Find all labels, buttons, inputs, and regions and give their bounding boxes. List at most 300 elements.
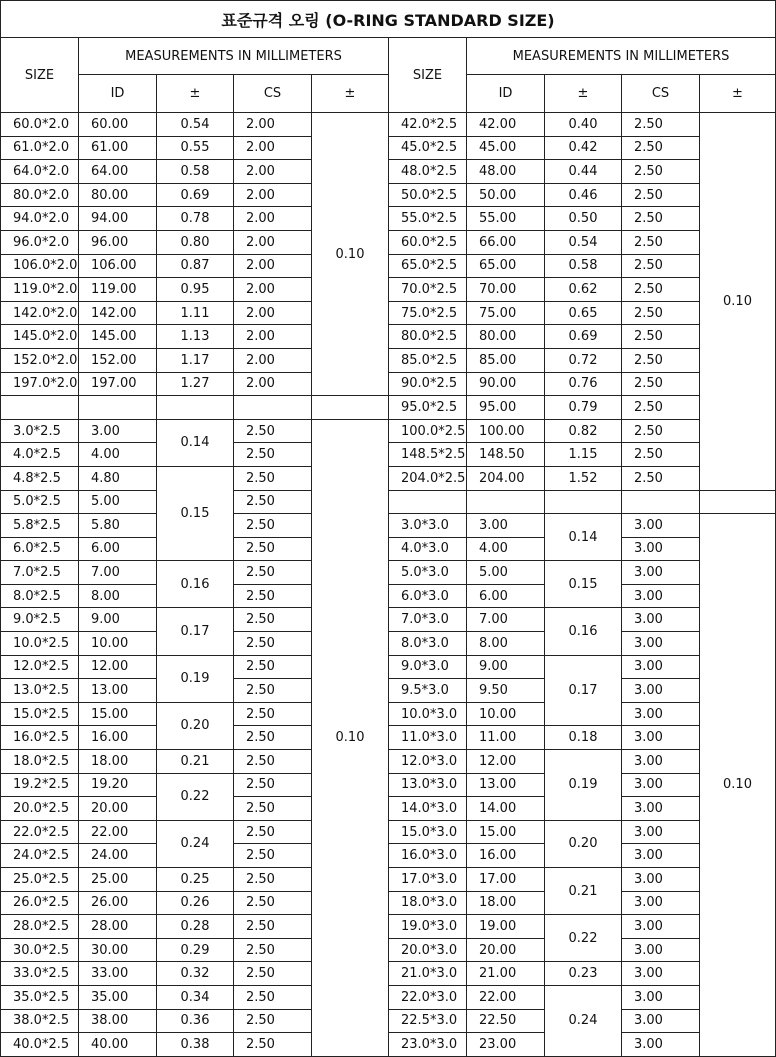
left-id: 3.00: [79, 419, 157, 443]
right-size: 18.0*3.0: [389, 891, 467, 915]
right-size: 12.0*3.0: [389, 750, 467, 774]
right-cell: 2.50: [622, 160, 700, 184]
left-cell: 2.00: [234, 136, 312, 160]
right-size: 16.0*3.0: [389, 844, 467, 868]
right-id: 4.00: [467, 537, 545, 561]
right-pm: 0.17: [545, 655, 622, 726]
left-size-header: SIZE: [1, 38, 79, 113]
right-id: 22.50: [467, 1009, 545, 1033]
left-size: 35.0*2.5: [1, 985, 79, 1009]
right-cell: 0.40: [545, 113, 622, 137]
left-cell: 1.11: [157, 301, 234, 325]
left-id: 9.00: [79, 608, 157, 632]
right-cell: 2.50: [622, 207, 700, 231]
right-pm: 0.20: [545, 820, 622, 867]
right-cell: 2.50: [622, 466, 700, 490]
left-size: 8.0*2.5: [1, 584, 79, 608]
right-size: 8.0*3.0: [389, 632, 467, 656]
table-row: [1, 443, 776, 467]
table-row: [1, 183, 776, 207]
right-id: 6.00: [467, 584, 545, 608]
right-size: 7.0*3.0: [389, 608, 467, 632]
left-pm: 0.38: [157, 1033, 234, 1057]
right-cs: 3.00: [622, 820, 700, 844]
left-size: 40.0*2.5: [1, 1033, 79, 1057]
right-cs: 3.00: [622, 891, 700, 915]
table-row: [1, 584, 776, 608]
left-tol-2mm: 0.10: [312, 113, 389, 396]
right-cell: 48.0*2.5: [389, 160, 467, 184]
right-cell: 0.54: [545, 230, 622, 254]
left-cell: 60.0*2.0: [1, 113, 79, 137]
right-cell: 42.00: [467, 113, 545, 137]
left-size: 6.0*2.5: [1, 537, 79, 561]
left-size: 4.8*2.5: [1, 466, 79, 490]
left-cell: 0.80: [157, 230, 234, 254]
left-size: 10.0*2.5: [1, 632, 79, 656]
left-size: 28.0*2.5: [1, 915, 79, 939]
left-id: 38.00: [79, 1009, 157, 1033]
left-cell: 106.00: [79, 254, 157, 278]
left-cs: 2.50: [234, 584, 312, 608]
left-cs: 2.50: [234, 632, 312, 656]
left-id: 40.00: [79, 1033, 157, 1057]
right-size: 14.0*3.0: [389, 797, 467, 821]
right-cs: 3.00: [622, 868, 700, 892]
left-id: 4.00: [79, 443, 157, 467]
left-cs-header: CS: [234, 75, 312, 113]
right-cell: 0.72: [545, 348, 622, 372]
left-cell: 80.00: [79, 183, 157, 207]
table-row: [1, 844, 776, 868]
left-size: 12.0*2.5: [1, 655, 79, 679]
right-cell: 0.58: [545, 254, 622, 278]
right-pm: 0.18: [545, 726, 622, 750]
left-size: 33.0*2.5: [1, 962, 79, 986]
right-cell: 95.0*2.5: [389, 396, 467, 420]
right-cell: 90.0*2.5: [389, 372, 467, 396]
left-blank: [157, 396, 234, 420]
right-size: 19.0*3.0: [389, 915, 467, 939]
left-cs: 2.50: [234, 750, 312, 774]
left-id: 24.00: [79, 844, 157, 868]
left-cs: 2.50: [234, 985, 312, 1009]
right-cell: 60.0*2.5: [389, 230, 467, 254]
left-size: 38.0*2.5: [1, 1009, 79, 1033]
right-cell: 2.50: [622, 278, 700, 302]
table-row: [1, 419, 776, 443]
left-cell: 145.00: [79, 325, 157, 349]
right-cell: 48.00: [467, 160, 545, 184]
left-pm: 0.17: [157, 608, 234, 655]
left-cs: 2.50: [234, 797, 312, 821]
right-id: 15.00: [467, 820, 545, 844]
right-cell: 2.50: [622, 113, 700, 137]
left-id: 4.80: [79, 466, 157, 490]
right-cell: 2.50: [622, 372, 700, 396]
table-row: [1, 278, 776, 302]
right-id: 17.00: [467, 868, 545, 892]
left-cs: 2.50: [234, 962, 312, 986]
right-cell: 100.0*2.5: [389, 419, 467, 443]
left-cell: 1.13: [157, 325, 234, 349]
left-size: 7.0*2.5: [1, 561, 79, 585]
right-id: 13.00: [467, 773, 545, 797]
left-size: 16.0*2.5: [1, 726, 79, 750]
right-cell: 0.65: [545, 301, 622, 325]
left-cs: 2.50: [234, 466, 312, 490]
left-cell: 0.54: [157, 113, 234, 137]
right-size-header: SIZE: [389, 38, 467, 113]
right-cell: 0.42: [545, 136, 622, 160]
right-cs: 3.00: [622, 1033, 700, 1057]
table-row: [1, 348, 776, 372]
left-pm: 0.15: [157, 466, 234, 560]
left-cs: 2.50: [234, 679, 312, 703]
right-size: 10.0*3.0: [389, 702, 467, 726]
right-id: 9.00: [467, 655, 545, 679]
right-id: 11.00: [467, 726, 545, 750]
left-cell: 106.0*2.0: [1, 254, 79, 278]
right-id: 12.00: [467, 750, 545, 774]
right-cell: 0.79: [545, 396, 622, 420]
left-id: 7.00: [79, 561, 157, 585]
right-cs-header: CS: [622, 75, 700, 113]
left-cs-tol-header: ±: [312, 75, 389, 113]
left-cs: 2.50: [234, 891, 312, 915]
left-cell: 142.0*2.0: [1, 301, 79, 325]
right-cell: 148.50: [467, 443, 545, 467]
right-cell: 45.00: [467, 136, 545, 160]
left-id: 22.00: [79, 820, 157, 844]
left-cell: 2.00: [234, 325, 312, 349]
left-cell: 0.78: [157, 207, 234, 231]
left-cell: 197.00: [79, 372, 157, 396]
left-cell: 94.0*2.0: [1, 207, 79, 231]
table-row: [1, 230, 776, 254]
right-cell: 0.62: [545, 278, 622, 302]
right-cs: 3.00: [622, 632, 700, 656]
left-cell: 0.87: [157, 254, 234, 278]
right-pm: 0.14: [545, 514, 622, 561]
table-row: [1, 915, 776, 939]
right-cell: 2.50: [622, 230, 700, 254]
left-cs: 2.50: [234, 773, 312, 797]
left-cs: 2.50: [234, 419, 312, 443]
left-cell: 152.00: [79, 348, 157, 372]
right-blank: [700, 490, 776, 514]
left-size: 3.0*2.5: [1, 419, 79, 443]
left-cell: 145.0*2.0: [1, 325, 79, 349]
right-id: 10.00: [467, 702, 545, 726]
table-row: [1, 160, 776, 184]
left-id: 19.20: [79, 773, 157, 797]
left-cell: 0.69: [157, 183, 234, 207]
right-cs: 3.00: [622, 985, 700, 1009]
left-cell: 80.0*2.0: [1, 183, 79, 207]
right-size: 11.0*3.0: [389, 726, 467, 750]
right-cell: 2.50: [622, 396, 700, 420]
left-pm: 0.20: [157, 702, 234, 749]
right-cell: 55.0*2.5: [389, 207, 467, 231]
left-id: 10.00: [79, 632, 157, 656]
right-size: 15.0*3.0: [389, 820, 467, 844]
right-id: 9.50: [467, 679, 545, 703]
left-id: 18.00: [79, 750, 157, 774]
right-id: 7.00: [467, 608, 545, 632]
table-row: [1, 750, 776, 774]
right-cs: 3.00: [622, 1009, 700, 1033]
right-cs: 3.00: [622, 962, 700, 986]
right-pm: 0.16: [545, 608, 622, 655]
right-cell: 2.50: [622, 325, 700, 349]
right-tol-3mm: 0.10: [700, 514, 776, 1057]
left-cell: 197.0*2.0: [1, 372, 79, 396]
table-row: [1, 726, 776, 750]
left-cell: 0.55: [157, 136, 234, 160]
table-row: [1, 537, 776, 561]
right-cs: 3.00: [622, 726, 700, 750]
left-cs: 2.50: [234, 726, 312, 750]
left-cell: 0.95: [157, 278, 234, 302]
table-row: [1, 868, 776, 892]
right-cs: 3.00: [622, 844, 700, 868]
left-cs: 2.50: [234, 443, 312, 467]
left-cs: 2.50: [234, 561, 312, 585]
right-cell: 0.44: [545, 160, 622, 184]
right-cell: 50.00: [467, 183, 545, 207]
right-cell: 75.00: [467, 301, 545, 325]
left-blank: [312, 396, 389, 420]
right-cs: 3.00: [622, 915, 700, 939]
left-cell: 61.00: [79, 136, 157, 160]
right-cs: 3.00: [622, 702, 700, 726]
right-size: 20.0*3.0: [389, 938, 467, 962]
right-cell: 0.82: [545, 419, 622, 443]
left-size: 20.0*2.5: [1, 797, 79, 821]
right-id: 20.00: [467, 938, 545, 962]
table-row: [1, 938, 776, 962]
left-id: 12.00: [79, 655, 157, 679]
right-cs: 3.00: [622, 679, 700, 703]
left-size: 24.0*2.5: [1, 844, 79, 868]
table-row: [1, 396, 776, 420]
left-pm: 0.28: [157, 915, 234, 939]
right-cell: 204.0*2.5: [389, 466, 467, 490]
left-cell: 2.00: [234, 207, 312, 231]
left-size: 19.2*2.5: [1, 773, 79, 797]
table-row: [1, 490, 776, 514]
right-cell: 0.50: [545, 207, 622, 231]
left-blank: [1, 396, 79, 420]
right-cs: 3.00: [622, 773, 700, 797]
right-cell: 204.00: [467, 466, 545, 490]
left-cell: 60.00: [79, 113, 157, 137]
right-cell: 90.00: [467, 372, 545, 396]
right-measurements-header: MEASUREMENTS IN MILLIMETERS: [467, 38, 776, 75]
left-pm: 0.32: [157, 962, 234, 986]
left-cs: 2.50: [234, 514, 312, 538]
table-row: [1, 891, 776, 915]
table-row: [1, 632, 776, 656]
left-cell: 1.27: [157, 372, 234, 396]
left-cell: 119.0*2.0: [1, 278, 79, 302]
left-id: 33.00: [79, 962, 157, 986]
right-pm-header: ±: [545, 75, 622, 113]
right-cell: 95.00: [467, 396, 545, 420]
left-pm: 0.24: [157, 820, 234, 867]
right-id-header: ID: [467, 75, 545, 113]
right-tol-25mm: 0.10: [700, 113, 776, 491]
left-cs: 2.50: [234, 702, 312, 726]
right-size: 3.0*3.0: [389, 514, 467, 538]
table-row: [1, 1033, 776, 1057]
table-row: [1, 820, 776, 844]
right-cell: 1.15: [545, 443, 622, 467]
right-cell: 2.50: [622, 443, 700, 467]
right-size: 13.0*3.0: [389, 773, 467, 797]
right-cell: 2.50: [622, 183, 700, 207]
table-row: [1, 608, 776, 632]
right-id: 23.00: [467, 1033, 545, 1057]
left-cell: 64.0*2.0: [1, 160, 79, 184]
left-cell: 1.17: [157, 348, 234, 372]
right-cell: 2.50: [622, 348, 700, 372]
left-size: 22.0*2.5: [1, 820, 79, 844]
left-cell: 0.58: [157, 160, 234, 184]
left-size: 25.0*2.5: [1, 868, 79, 892]
left-cell: 61.0*2.0: [1, 136, 79, 160]
right-cs: 3.00: [622, 584, 700, 608]
left-pm: 0.29: [157, 938, 234, 962]
left-id: 8.00: [79, 584, 157, 608]
left-cell: 94.00: [79, 207, 157, 231]
right-pm: 0.22: [545, 915, 622, 962]
left-size: 15.0*2.5: [1, 702, 79, 726]
left-cell: 2.00: [234, 230, 312, 254]
left-size: 5.0*2.5: [1, 490, 79, 514]
right-cs: 3.00: [622, 561, 700, 585]
right-pm: 0.21: [545, 868, 622, 915]
left-pm: 0.26: [157, 891, 234, 915]
right-id: 21.00: [467, 962, 545, 986]
right-cell: 65.00: [467, 254, 545, 278]
table-row: [1, 372, 776, 396]
left-id: 13.00: [79, 679, 157, 703]
left-cs: 2.50: [234, 938, 312, 962]
left-cell: 2.00: [234, 301, 312, 325]
left-pm: 0.19: [157, 655, 234, 702]
left-id: 5.00: [79, 490, 157, 514]
right-id: 19.00: [467, 915, 545, 939]
left-cell: 96.0*2.0: [1, 230, 79, 254]
left-blank: [79, 396, 157, 420]
right-id: 16.00: [467, 844, 545, 868]
right-size: 23.0*3.0: [389, 1033, 467, 1057]
left-id: 20.00: [79, 797, 157, 821]
left-cell: 119.00: [79, 278, 157, 302]
right-cell: 75.0*2.5: [389, 301, 467, 325]
left-cell: 2.00: [234, 113, 312, 137]
table-row: [1, 466, 776, 490]
left-cs: 2.50: [234, 820, 312, 844]
left-pm-header: ±: [157, 75, 234, 113]
left-id: 15.00: [79, 702, 157, 726]
left-pm: 0.36: [157, 1009, 234, 1033]
left-cs: 2.50: [234, 1033, 312, 1057]
table-row: [1, 254, 776, 278]
left-id-header: ID: [79, 75, 157, 113]
right-blank: [467, 490, 545, 514]
left-cs: 2.50: [234, 655, 312, 679]
right-cell: 80.0*2.5: [389, 325, 467, 349]
left-id: 30.00: [79, 938, 157, 962]
left-cs: 2.50: [234, 490, 312, 514]
right-cell: 2.50: [622, 136, 700, 160]
left-cell: 2.00: [234, 278, 312, 302]
left-cs: 2.50: [234, 868, 312, 892]
right-size: 6.0*3.0: [389, 584, 467, 608]
right-cell: 0.46: [545, 183, 622, 207]
table-row: [1, 655, 776, 679]
left-cs: 2.50: [234, 1009, 312, 1033]
left-cell: 96.00: [79, 230, 157, 254]
left-cell: 2.00: [234, 183, 312, 207]
right-cell: 42.0*2.5: [389, 113, 467, 137]
left-cell: 142.00: [79, 301, 157, 325]
right-size: 22.5*3.0: [389, 1009, 467, 1033]
left-cell: 64.00: [79, 160, 157, 184]
left-id: 28.00: [79, 915, 157, 939]
right-cell: 148.5*2.5: [389, 443, 467, 467]
right-cell: 70.00: [467, 278, 545, 302]
right-cs: 3.00: [622, 514, 700, 538]
left-cell: 152.0*2.0: [1, 348, 79, 372]
right-id: 18.00: [467, 891, 545, 915]
left-pm: 0.21: [157, 750, 234, 774]
right-size: 5.0*3.0: [389, 561, 467, 585]
right-cell: 2.50: [622, 419, 700, 443]
right-id: 3.00: [467, 514, 545, 538]
left-id: 25.00: [79, 868, 157, 892]
right-cell: 100.00: [467, 419, 545, 443]
left-pm: 0.16: [157, 561, 234, 608]
right-cell: 1.52: [545, 466, 622, 490]
left-size: 26.0*2.5: [1, 891, 79, 915]
right-blank: [622, 490, 700, 514]
left-pm: 0.34: [157, 985, 234, 1009]
table-row: [1, 207, 776, 231]
right-pm: 0.24: [545, 985, 622, 1056]
left-cell: 2.00: [234, 254, 312, 278]
right-cs-tol-header: ±: [700, 75, 776, 113]
right-id: 22.00: [467, 985, 545, 1009]
right-blank: [389, 490, 467, 514]
left-pm: 0.22: [157, 773, 234, 820]
right-cs: 3.00: [622, 608, 700, 632]
left-tol-25mm: 0.10: [312, 419, 389, 1056]
right-cs: 3.00: [622, 750, 700, 774]
left-id: 26.00: [79, 891, 157, 915]
table-row: [1, 301, 776, 325]
right-cell: 66.00: [467, 230, 545, 254]
right-cell: 85.00: [467, 348, 545, 372]
left-size: 4.0*2.5: [1, 443, 79, 467]
right-size: 4.0*3.0: [389, 537, 467, 561]
left-cs: 2.50: [234, 915, 312, 939]
left-cell: 2.00: [234, 372, 312, 396]
left-id: 16.00: [79, 726, 157, 750]
